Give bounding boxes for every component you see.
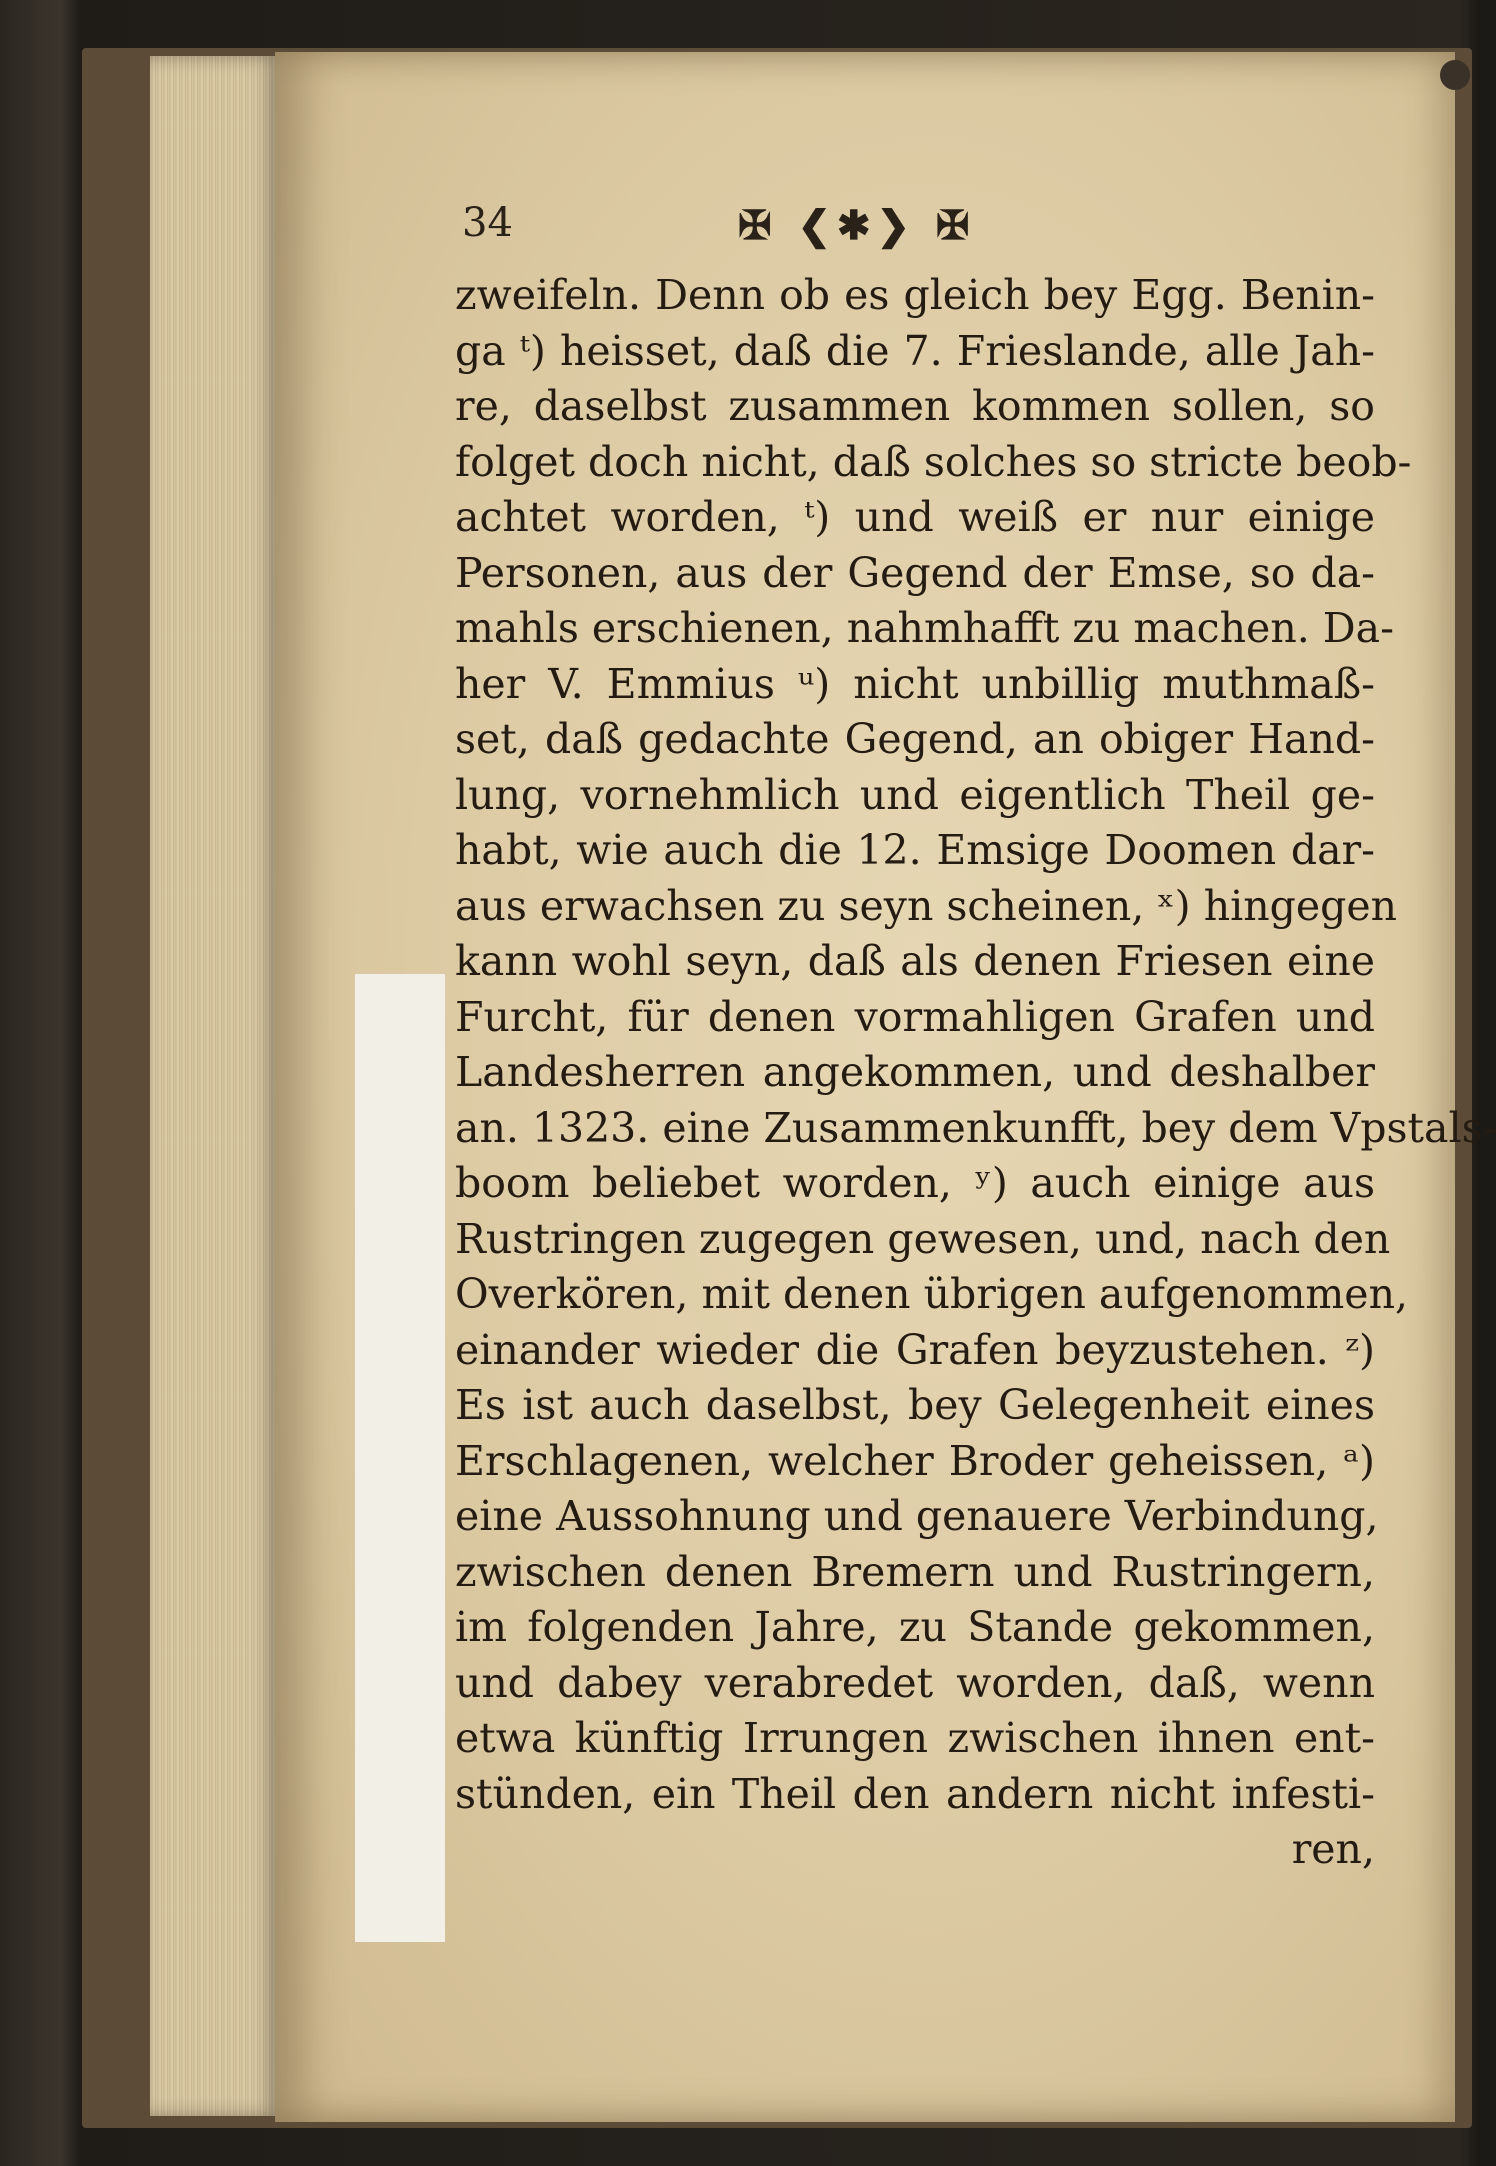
text-line: habt, wie auch die 12. Emsige Doomen dar- bbox=[455, 826, 1375, 874]
text-line: und dabey verabredet worden, daß, wenn bbox=[455, 1658, 1375, 1707]
text-line: Overkören, mit denen übrigen aufgenommen, bbox=[455, 1270, 1409, 1318]
text-line: im folgenden Jahre, zu Stande gekommen, bbox=[455, 1603, 1375, 1651]
page-number: 34 bbox=[462, 200, 513, 246]
bookmark-slip bbox=[355, 974, 445, 1942]
text-line: zweifeln. Denn ob es gleich bey Egg. Benin- bbox=[455, 271, 1375, 319]
text-line: her V. Emmius ᵘ) nicht unbillig muthmaß- bbox=[455, 659, 1375, 708]
text-line: Es ist auch daselbst, bey Gelegenheit eines bbox=[455, 1381, 1375, 1429]
catchword: ren, bbox=[1291, 1825, 1375, 1873]
body-text bbox=[455, 268, 1496, 1878]
text-line: zwischen denen Bremern und Rustringern, bbox=[455, 1547, 1375, 1596]
text-line: Erschlagenen, welcher Broder geheissen, ᵃ) bbox=[455, 1436, 1375, 1485]
text-line: Landesherren angekommen, und deshalber bbox=[455, 1048, 1375, 1096]
text-line: mahls erschienen, nahmhafft zu machen. Da- bbox=[455, 604, 1394, 652]
page-edges bbox=[150, 56, 280, 2116]
text-line: Rustringen zugegen gewesen, und, nach den bbox=[455, 1214, 1391, 1263]
text-line: etwa künftig Irrungen zwischen ihnen ent- bbox=[455, 1714, 1375, 1762]
text-line: boom beliebet worden, ʸ) auch einige aus bbox=[455, 1159, 1375, 1207]
text-line: set, daß gedachte Gegend, an obiger Hand- bbox=[455, 715, 1375, 763]
text-line: Furcht, für denen vormahligen Grafen und bbox=[455, 992, 1375, 1041]
text-line: einander wieder die Grafen beyzustehen. ᶻ) bbox=[455, 1325, 1375, 1374]
text-line: achtet worden, ᵗ) und weiß er nur einige bbox=[455, 493, 1375, 541]
text-line: re, daselbst zusammen kommen sollen, so bbox=[455, 382, 1375, 430]
header-ornament: ✠ ❮✱❯ ✠ bbox=[738, 202, 976, 249]
text-line: ga ᵗ) heisset, daß die 7. Frieslande, alle Jah- bbox=[455, 326, 1375, 375]
text-line: aus erwachsen zu seyn scheinen, ˣ) hingegen bbox=[455, 881, 1398, 930]
text-line: eine Aussohnung und genauere Verbindung, bbox=[455, 1492, 1379, 1540]
text-line: Personen, aus der Gegend der Emse, so da- bbox=[455, 548, 1375, 597]
text-line: stünden, ein Theil den andern nicht infesti- bbox=[455, 1769, 1375, 1818]
binding-hole bbox=[1440, 60, 1470, 90]
text-line: an. 1323. eine Zusammenkunfft, bey dem Vpstals- bbox=[455, 1103, 1496, 1152]
text-line: lung, vornehmlich und eigentlich Theil ge- bbox=[455, 770, 1375, 819]
running-header bbox=[462, 200, 1162, 260]
text-line: kann wohl seyn, daß als denen Friesen eine bbox=[455, 937, 1375, 985]
text-line: folget doch nicht, daß solches so stricte beob- bbox=[455, 437, 1412, 486]
